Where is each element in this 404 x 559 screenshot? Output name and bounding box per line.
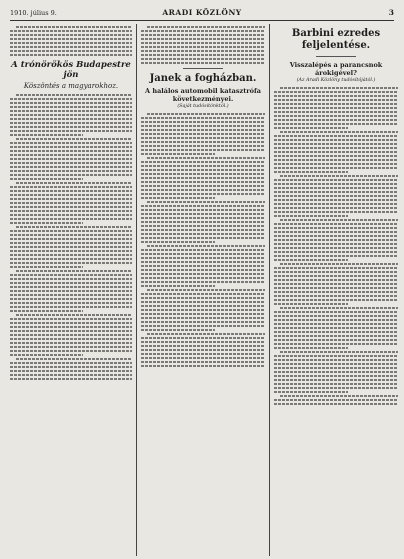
text-line-placeholder bbox=[141, 233, 265, 235]
text-line-placeholder bbox=[141, 257, 265, 259]
column-3 bbox=[274, 24, 398, 556]
text-line-placeholder bbox=[141, 225, 265, 227]
text-line-placeholder bbox=[274, 363, 398, 365]
text-line-placeholder bbox=[141, 50, 265, 52]
text-line-placeholder bbox=[141, 281, 265, 283]
text-line-placeholder bbox=[274, 343, 398, 345]
text-line-placeholder bbox=[141, 185, 265, 187]
text-line-placeholder bbox=[274, 315, 398, 317]
text-line-placeholder bbox=[10, 306, 132, 308]
text-line-placeholder bbox=[274, 207, 398, 209]
text-line-placeholder bbox=[274, 95, 398, 97]
text-line-placeholder bbox=[141, 305, 265, 307]
text-line-placeholder bbox=[141, 137, 265, 139]
column-divider bbox=[269, 24, 270, 556]
text-line-placeholder bbox=[10, 46, 132, 48]
text-line-placeholder bbox=[10, 222, 83, 224]
text-line-placeholder bbox=[147, 157, 265, 159]
text-line-placeholder bbox=[141, 193, 265, 195]
text-line-placeholder bbox=[10, 126, 132, 128]
text-line-placeholder bbox=[10, 362, 132, 364]
text-line-placeholder bbox=[274, 151, 398, 153]
text-line-placeholder bbox=[274, 147, 398, 149]
text-line-placeholder bbox=[141, 297, 265, 299]
text-line-placeholder bbox=[10, 294, 132, 296]
text-line-placeholder bbox=[147, 26, 265, 28]
text-line-placeholder bbox=[10, 202, 132, 204]
text-line-placeholder bbox=[10, 54, 132, 56]
text-line-placeholder bbox=[147, 245, 265, 247]
text-line-placeholder bbox=[10, 342, 132, 344]
text-line-placeholder bbox=[274, 91, 398, 93]
text-line-placeholder bbox=[10, 274, 132, 276]
text-line-placeholder bbox=[141, 161, 265, 163]
text-line-placeholder bbox=[10, 50, 132, 52]
text-line-placeholder bbox=[141, 253, 265, 255]
text-line-placeholder bbox=[141, 273, 265, 275]
article-byline-janek: (Saját tudósítónktól.) bbox=[177, 104, 229, 109]
text-line-placeholder bbox=[141, 237, 265, 239]
article-heading-janek: Janek a fogházban. bbox=[149, 73, 257, 84]
column-2 bbox=[141, 24, 265, 556]
text-line-placeholder bbox=[274, 339, 398, 341]
text-line-placeholder bbox=[274, 163, 398, 165]
text-line-placeholder bbox=[274, 227, 398, 229]
text-line-placeholder bbox=[10, 98, 132, 100]
text-line-placeholder bbox=[274, 391, 348, 393]
text-line-placeholder bbox=[274, 99, 398, 101]
text-line-placeholder bbox=[10, 246, 132, 248]
text-line-placeholder bbox=[141, 42, 265, 44]
text-line-placeholder bbox=[280, 219, 398, 221]
text-line-placeholder bbox=[10, 38, 132, 40]
text-line-placeholder bbox=[141, 197, 215, 199]
text-line-placeholder bbox=[141, 349, 265, 351]
text-line-placeholder bbox=[141, 365, 265, 367]
text-line-placeholder bbox=[141, 317, 265, 319]
text-line-placeholder bbox=[10, 146, 132, 148]
text-line-placeholder bbox=[10, 262, 132, 264]
text-line-placeholder bbox=[10, 370, 132, 372]
text-line-placeholder bbox=[274, 143, 398, 145]
text-line-placeholder bbox=[10, 238, 132, 240]
text-line-placeholder bbox=[141, 34, 265, 36]
text-line-placeholder bbox=[10, 186, 132, 188]
text-line-placeholder bbox=[280, 263, 398, 265]
text-line-placeholder bbox=[280, 87, 398, 89]
text-line-placeholder bbox=[10, 170, 132, 172]
text-line-placeholder bbox=[274, 223, 398, 225]
text-line-placeholder bbox=[10, 174, 132, 176]
text-line-placeholder bbox=[10, 162, 132, 164]
text-line-placeholder bbox=[10, 374, 132, 376]
text-line-placeholder bbox=[274, 183, 398, 185]
text-line-placeholder bbox=[274, 123, 398, 125]
column-1-body bbox=[10, 94, 132, 380]
article-subheading-janek: A halálos automobil katasztrófa következményei. bbox=[145, 87, 261, 103]
text-line-placeholder bbox=[274, 171, 348, 173]
text-line-placeholder bbox=[274, 295, 398, 297]
text-line-placeholder bbox=[10, 326, 132, 328]
text-line-placeholder bbox=[141, 301, 265, 303]
column-2-body bbox=[141, 113, 265, 367]
text-line-placeholder bbox=[141, 293, 265, 295]
text-line-placeholder bbox=[10, 250, 132, 252]
text-line-placeholder bbox=[10, 134, 83, 136]
column-2-intro bbox=[141, 26, 265, 64]
text-line-placeholder bbox=[141, 177, 265, 179]
text-line-placeholder bbox=[10, 142, 132, 144]
text-line-placeholder bbox=[274, 255, 398, 257]
text-line-placeholder bbox=[10, 178, 83, 180]
text-line-placeholder bbox=[274, 199, 398, 201]
text-line-placeholder bbox=[141, 217, 265, 219]
text-line-placeholder bbox=[141, 38, 265, 40]
text-line-placeholder bbox=[16, 182, 132, 184]
article-columns bbox=[10, 24, 394, 556]
text-line-placeholder bbox=[10, 190, 132, 192]
text-line-placeholder bbox=[274, 239, 398, 241]
text-line-placeholder bbox=[147, 333, 265, 335]
text-line-placeholder bbox=[141, 261, 265, 263]
text-line-placeholder bbox=[147, 113, 265, 115]
text-line-placeholder bbox=[16, 358, 132, 360]
text-line-placeholder bbox=[141, 141, 265, 143]
column-divider bbox=[136, 24, 137, 556]
text-line-placeholder bbox=[10, 30, 132, 32]
text-line-placeholder bbox=[280, 395, 398, 397]
text-line-placeholder bbox=[274, 355, 398, 357]
issue-date: 1910. július 9. bbox=[10, 9, 57, 17]
text-line-placeholder bbox=[141, 169, 265, 171]
text-line-placeholder bbox=[141, 62, 265, 64]
text-line-placeholder bbox=[274, 283, 398, 285]
text-line-placeholder bbox=[274, 275, 398, 277]
text-line-placeholder bbox=[10, 114, 132, 116]
text-line-placeholder bbox=[10, 310, 83, 312]
text-line-placeholder bbox=[10, 330, 132, 332]
text-line-placeholder bbox=[141, 165, 265, 167]
text-line-placeholder bbox=[274, 387, 398, 389]
text-line-placeholder bbox=[141, 181, 265, 183]
text-line-placeholder bbox=[274, 235, 398, 237]
text-line-placeholder bbox=[10, 210, 132, 212]
text-line-placeholder bbox=[274, 211, 398, 213]
text-line-placeholder bbox=[147, 201, 265, 203]
text-line-placeholder bbox=[141, 269, 265, 271]
text-line-placeholder bbox=[10, 338, 132, 340]
text-line-placeholder bbox=[141, 361, 265, 363]
text-line-placeholder bbox=[141, 173, 265, 175]
text-line-placeholder bbox=[274, 371, 398, 373]
text-line-placeholder bbox=[274, 331, 398, 333]
text-line-placeholder bbox=[10, 106, 132, 108]
column-1 bbox=[10, 24, 132, 556]
text-line-placeholder bbox=[10, 334, 132, 336]
text-line-placeholder bbox=[274, 399, 398, 401]
text-line-placeholder bbox=[141, 145, 265, 147]
text-line-placeholder bbox=[274, 187, 398, 189]
page-number: 3 bbox=[388, 8, 394, 17]
text-line-placeholder bbox=[141, 30, 265, 32]
text-line-placeholder bbox=[10, 278, 132, 280]
text-line-placeholder bbox=[10, 258, 132, 260]
text-line-placeholder bbox=[16, 138, 132, 140]
text-line-placeholder bbox=[10, 282, 132, 284]
text-line-placeholder bbox=[10, 290, 132, 292]
text-line-placeholder bbox=[141, 313, 265, 315]
text-line-placeholder bbox=[10, 286, 132, 288]
text-line-placeholder bbox=[274, 279, 398, 281]
text-line-placeholder bbox=[274, 403, 398, 405]
text-line-placeholder bbox=[10, 154, 132, 156]
text-line-placeholder bbox=[10, 350, 132, 352]
text-line-placeholder bbox=[141, 249, 265, 251]
text-line-placeholder bbox=[10, 322, 132, 324]
text-line-placeholder bbox=[10, 298, 132, 300]
text-line-placeholder bbox=[10, 346, 132, 348]
text-line-placeholder bbox=[274, 319, 398, 321]
text-line-placeholder bbox=[141, 285, 215, 287]
text-line-placeholder bbox=[16, 270, 132, 272]
text-line-placeholder bbox=[274, 311, 398, 313]
text-line-placeholder bbox=[10, 366, 132, 368]
text-line-placeholder bbox=[10, 194, 132, 196]
text-line-placeholder bbox=[141, 309, 265, 311]
text-line-placeholder bbox=[141, 337, 265, 339]
text-line-placeholder bbox=[274, 247, 398, 249]
article-subheading-barbini: Visszalépés a parancsnok árokigével? bbox=[289, 61, 383, 77]
text-line-placeholder bbox=[141, 329, 215, 331]
text-line-placeholder bbox=[141, 46, 265, 48]
text-line-placeholder bbox=[274, 259, 348, 261]
text-line-placeholder bbox=[141, 149, 265, 151]
text-line-placeholder bbox=[280, 175, 398, 177]
text-line-placeholder bbox=[274, 231, 398, 233]
column-1-intro bbox=[10, 26, 132, 56]
text-line-placeholder bbox=[280, 131, 398, 133]
article-subheading-koszontes: Köszöntés a magyarokhoz. bbox=[23, 82, 119, 90]
text-line-placeholder bbox=[10, 354, 83, 356]
text-line-placeholder bbox=[10, 122, 132, 124]
text-line-placeholder bbox=[141, 321, 265, 323]
text-line-placeholder bbox=[274, 335, 398, 337]
text-line-placeholder bbox=[274, 111, 398, 113]
text-line-placeholder bbox=[141, 189, 265, 191]
text-line-placeholder bbox=[274, 191, 398, 193]
text-line-placeholder bbox=[274, 119, 398, 121]
text-line-placeholder bbox=[141, 341, 265, 343]
text-line-placeholder bbox=[274, 203, 398, 205]
text-line-placeholder bbox=[141, 209, 265, 211]
text-line-placeholder bbox=[274, 167, 398, 169]
text-line-placeholder bbox=[274, 323, 398, 325]
text-line-placeholder bbox=[10, 378, 132, 380]
text-line-placeholder bbox=[10, 254, 132, 256]
text-line-placeholder bbox=[10, 150, 132, 152]
article-byline-barbini: (Az Aradi Közlöny tudósítójától.) bbox=[296, 78, 376, 83]
article-heading-barbini: Barbini ezredes feljelentése. bbox=[291, 28, 381, 51]
text-line-placeholder bbox=[274, 159, 398, 161]
text-line-placeholder bbox=[274, 267, 398, 269]
text-line-placeholder bbox=[274, 195, 398, 197]
text-line-placeholder bbox=[10, 118, 132, 120]
text-line-placeholder bbox=[141, 241, 215, 243]
text-line-placeholder bbox=[274, 287, 398, 289]
section-divider bbox=[183, 68, 223, 69]
text-line-placeholder bbox=[274, 139, 398, 141]
text-line-placeholder bbox=[141, 265, 265, 267]
text-line-placeholder bbox=[280, 351, 398, 353]
text-line-placeholder bbox=[274, 243, 398, 245]
text-line-placeholder bbox=[274, 215, 348, 217]
text-line-placeholder bbox=[10, 234, 132, 236]
text-line-placeholder bbox=[10, 130, 132, 132]
text-line-placeholder bbox=[141, 221, 265, 223]
text-line-placeholder bbox=[141, 213, 265, 215]
text-line-placeholder bbox=[274, 299, 398, 301]
text-line-placeholder bbox=[141, 325, 265, 327]
text-line-placeholder bbox=[141, 58, 265, 60]
text-line-placeholder bbox=[141, 125, 265, 127]
text-line-placeholder bbox=[141, 129, 265, 131]
text-line-placeholder bbox=[10, 166, 132, 168]
text-line-placeholder bbox=[274, 367, 398, 369]
text-line-placeholder bbox=[10, 206, 132, 208]
text-line-placeholder bbox=[10, 110, 132, 112]
text-line-placeholder bbox=[10, 266, 83, 268]
text-line-placeholder bbox=[274, 383, 398, 385]
text-line-placeholder bbox=[10, 218, 132, 220]
text-line-placeholder bbox=[274, 379, 398, 381]
text-line-placeholder bbox=[274, 347, 348, 349]
text-line-placeholder bbox=[10, 230, 132, 232]
text-line-placeholder bbox=[274, 271, 398, 273]
text-line-placeholder bbox=[10, 198, 132, 200]
text-line-placeholder bbox=[10, 102, 132, 104]
text-line-placeholder bbox=[16, 94, 132, 96]
column-3-body bbox=[274, 87, 398, 405]
text-line-placeholder bbox=[10, 42, 132, 44]
text-line-placeholder bbox=[274, 359, 398, 361]
text-line-placeholder bbox=[147, 289, 265, 291]
text-line-placeholder bbox=[141, 121, 265, 123]
text-line-placeholder bbox=[10, 214, 132, 216]
text-line-placeholder bbox=[141, 345, 265, 347]
text-line-placeholder bbox=[141, 277, 265, 279]
text-line-placeholder bbox=[141, 229, 265, 231]
text-line-placeholder bbox=[274, 135, 398, 137]
text-line-placeholder bbox=[280, 307, 398, 309]
text-line-placeholder bbox=[141, 133, 265, 135]
text-line-placeholder bbox=[10, 158, 132, 160]
text-line-placeholder bbox=[141, 353, 265, 355]
text-line-placeholder bbox=[141, 205, 265, 207]
text-line-placeholder bbox=[16, 26, 132, 28]
text-line-placeholder bbox=[274, 127, 348, 129]
text-line-placeholder bbox=[16, 226, 132, 228]
text-line-placeholder bbox=[274, 291, 398, 293]
text-line-placeholder bbox=[274, 375, 398, 377]
article-heading-trononokos: A trónörökös Budapestre jön bbox=[11, 60, 131, 80]
text-line-placeholder bbox=[141, 357, 265, 359]
text-line-placeholder bbox=[10, 34, 132, 36]
text-line-placeholder bbox=[274, 303, 348, 305]
text-line-placeholder bbox=[141, 153, 215, 155]
text-line-placeholder bbox=[10, 242, 132, 244]
text-line-placeholder bbox=[10, 318, 132, 320]
text-line-placeholder bbox=[141, 54, 265, 56]
text-line-placeholder bbox=[141, 117, 265, 119]
text-line-placeholder bbox=[274, 155, 398, 157]
text-line-placeholder bbox=[16, 314, 132, 316]
text-line-placeholder bbox=[10, 302, 132, 304]
text-line-placeholder bbox=[274, 107, 398, 109]
text-line-placeholder bbox=[274, 327, 398, 329]
newspaper-title: ARADI KÖZLÖNY bbox=[162, 8, 242, 17]
text-line-placeholder bbox=[274, 115, 398, 117]
page-header bbox=[10, 6, 394, 21]
section-divider bbox=[316, 56, 356, 57]
text-line-placeholder bbox=[274, 251, 398, 253]
text-line-placeholder bbox=[274, 179, 398, 181]
text-line-placeholder bbox=[274, 103, 398, 105]
